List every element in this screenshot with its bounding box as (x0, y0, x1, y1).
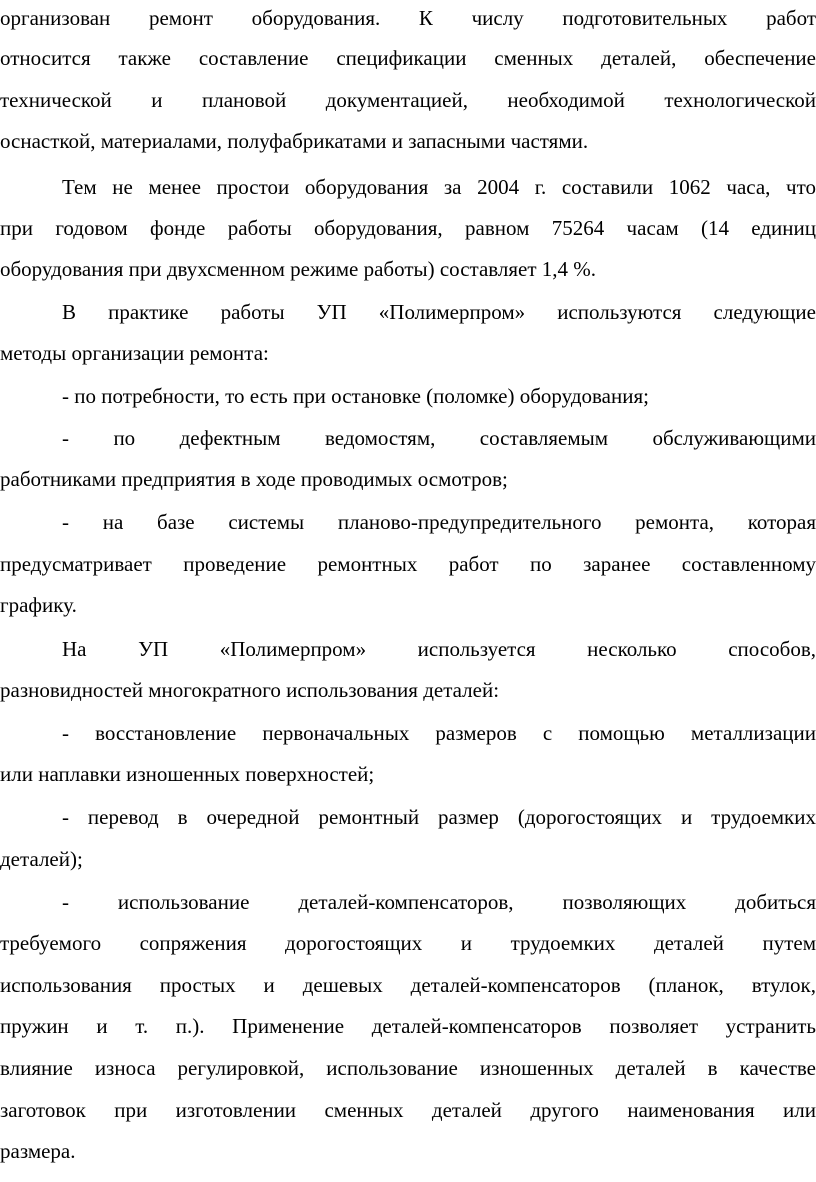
paragraph-3-line-1: В практике работы УП «Полимерпром» используются следующие (62, 300, 816, 324)
paragraph-2-line-2: при годовом фонде работы оборудования, равном 75264 часам (14 единиц (0, 216, 816, 240)
paragraph-7-line-2: разновидностей многократного использования деталей: (0, 678, 500, 702)
list-item-6-line-3: использования простых и дешевых деталей-компенсаторов (планок, втулок, (0, 973, 816, 997)
list-item-6-line-1: - использование деталей-компенсаторов, позволяющих добиться (62, 890, 816, 914)
list-item-2-line-1: - по дефектным ведомостям, составляемым обслуживающими (62, 426, 816, 450)
paragraph-2-line-3: оборудования при двухсменном режиме работы) составляет 1,4 %. (0, 257, 597, 281)
paragraph-3-line-2: методы организации ремонта: (0, 341, 269, 365)
paragraph-1-line-3: технической и плановой документацией, необходимой технологической (0, 88, 816, 112)
paragraph-1-line-1: организован ремонт оборудования. К числу подготовительных работ (0, 6, 816, 30)
list-item-5-line-1: - перевод в очередной ремонтный размер (дорогостоящих и трудоемких (62, 805, 816, 829)
paragraph-1-line-4: оснасткой, материалами, полуфабрикатами и запасными частями. (0, 129, 589, 153)
list-item-6-line-4: пружин и т. п.). Применение деталей-компенсаторов позволяет устранить (0, 1014, 816, 1038)
list-item-4-line-1: - восстановление первоначальных размеров с помощью металлизации (62, 721, 816, 745)
list-item-2-line-2: работниками предприятия в ходе проводимых осмотров; (0, 467, 508, 491)
list-item-6-line-6: заготовок при изготовлении сменных деталей другого наименования или (0, 1098, 816, 1122)
paragraph-7-line-1: На УП «Полимерпром» используется несколько способов, (62, 637, 816, 661)
list-item-4-line-2: или наплавки изношенных поверхностей; (0, 762, 375, 786)
list-item-5-line-2: деталей); (0, 847, 83, 871)
list-item-3-line-2: предусматривает проведение ремонтных работ по заранее составленному (0, 552, 816, 576)
paragraph-1-line-2: относится также составление спецификации сменных деталей, обеспечение (0, 46, 816, 70)
list-item-1-line-1: - по потребности, то есть при остановке (поломке) оборудования; (62, 384, 649, 408)
list-item-3-line-3: графику. (0, 593, 77, 617)
list-item-6-line-7: размера. (0, 1139, 76, 1163)
paragraph-2-line-1: Тем не менее простои оборудования за 2004 г. составили 1062 часа, что (62, 175, 816, 199)
list-item-6-line-5: влияние износа регулировкой, использование изношенных деталей в качестве (0, 1056, 816, 1080)
list-item-3-line-1: - на базе системы планово-предупредительного ремонта, которая (62, 510, 816, 534)
list-item-6-line-2: требуемого сопряжения дорогостоящих и трудоемких деталей путем (0, 931, 816, 955)
